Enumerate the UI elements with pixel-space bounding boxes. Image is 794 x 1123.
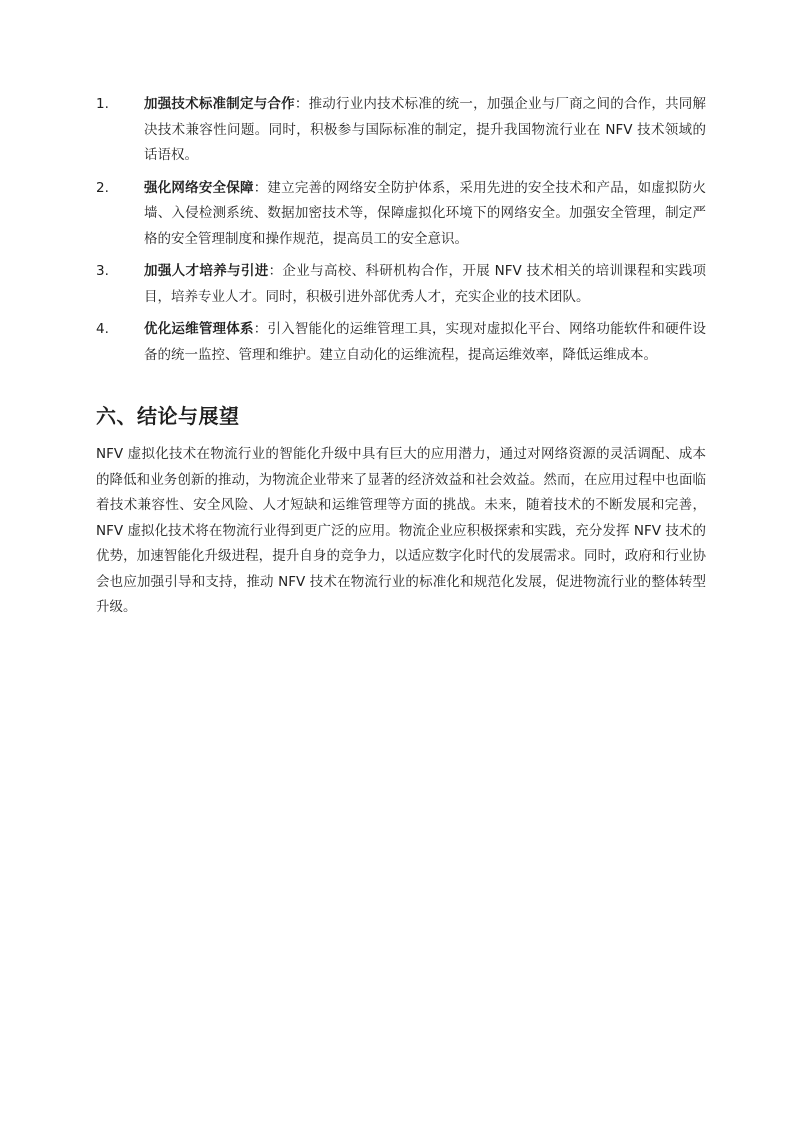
list-item-number: 2.	[96, 179, 109, 196]
list-item	[96, 259, 706, 310]
list-item-title: 强化网络安全保障	[144, 179, 254, 196]
list-item-separator: ：	[294, 96, 309, 112]
list-item-title: 加强技术标准制定与合作	[144, 96, 295, 112]
list-item-title: 优化运维管理体系	[144, 321, 254, 337]
list-item-text: 推动行业内技术标准的统一，加强企业与厂商之间的合作，共同解决技术兼容性问题。同时，积极参与国际标准的制定，提升我国物流行业在 NFV 技术领域的话语权。	[144, 96, 707, 163]
list-item-title: 加强人才培养与引进	[144, 263, 269, 279]
list-item-number: 4.	[96, 321, 109, 337]
list-item-separator: ：	[253, 321, 268, 337]
recommendations-list	[96, 92, 706, 375]
list-item	[96, 92, 706, 169]
section-paragraph: NFV 虚拟化技术在物流行业的智能化升级中具有巨大的应用潜力，通过对网络资源的灵活调配、成本的降低和业务创新的推动，为物流企业带来了显著的经济效益和社会效益。然而，在应用过程中也面临着技术兼容性、安全风险、人才短缺和运维管理等方面的挑战。未来，随着技术的不断发展和完善，NFV 虚拟化技术将在物流行业得到更广泛的应用。物流企业应积极探索和实践，充分发挥 NFV 技术的优势，加速智能化升级进程，提升自身的竞争力，以适应数字化时代的发展需求。同时，政府和行业协会也应加强引导和支持，推动 NFV 技术在物流行业的标准化和规范化发展，促进物流行业的整体转型升级。	[96, 446, 706, 615]
list-item-separator: ：	[253, 179, 268, 196]
list-item	[96, 176, 706, 253]
list-item-number: 1.	[96, 96, 109, 112]
list-item-text: 企业与高校、科研机构合作，开展 NFV 技术相关的培训课程和实践项目，培养专业人才。同时，积极引进外部优秀人才，充实企业的技术团队。	[144, 263, 707, 305]
conclusion-section	[96, 400, 706, 621]
list-item-text: 建立完善的网络安全防护体系，采用先进的安全技术和产品，如虚拟防火墙、入侵检测系统、数据加密技术等，保障虚拟化环境下的网络安全。加强安全管理，制定严格的安全管理制度和操作规范，提高员工的安全意识。	[144, 179, 707, 247]
list-item-text: 引入智能化的运维管理工具，实现对虚拟化平台、网络功能软件和硬件设备的统一监控、管理和维护。建立自动化的运维流程，提高运维效率，降低运维成本。	[144, 321, 707, 363]
list-item-separator: ：	[268, 263, 283, 279]
list-item	[96, 317, 706, 368]
list-item-number: 3.	[96, 263, 109, 279]
section-heading: 六、结论与展望	[96, 404, 240, 428]
